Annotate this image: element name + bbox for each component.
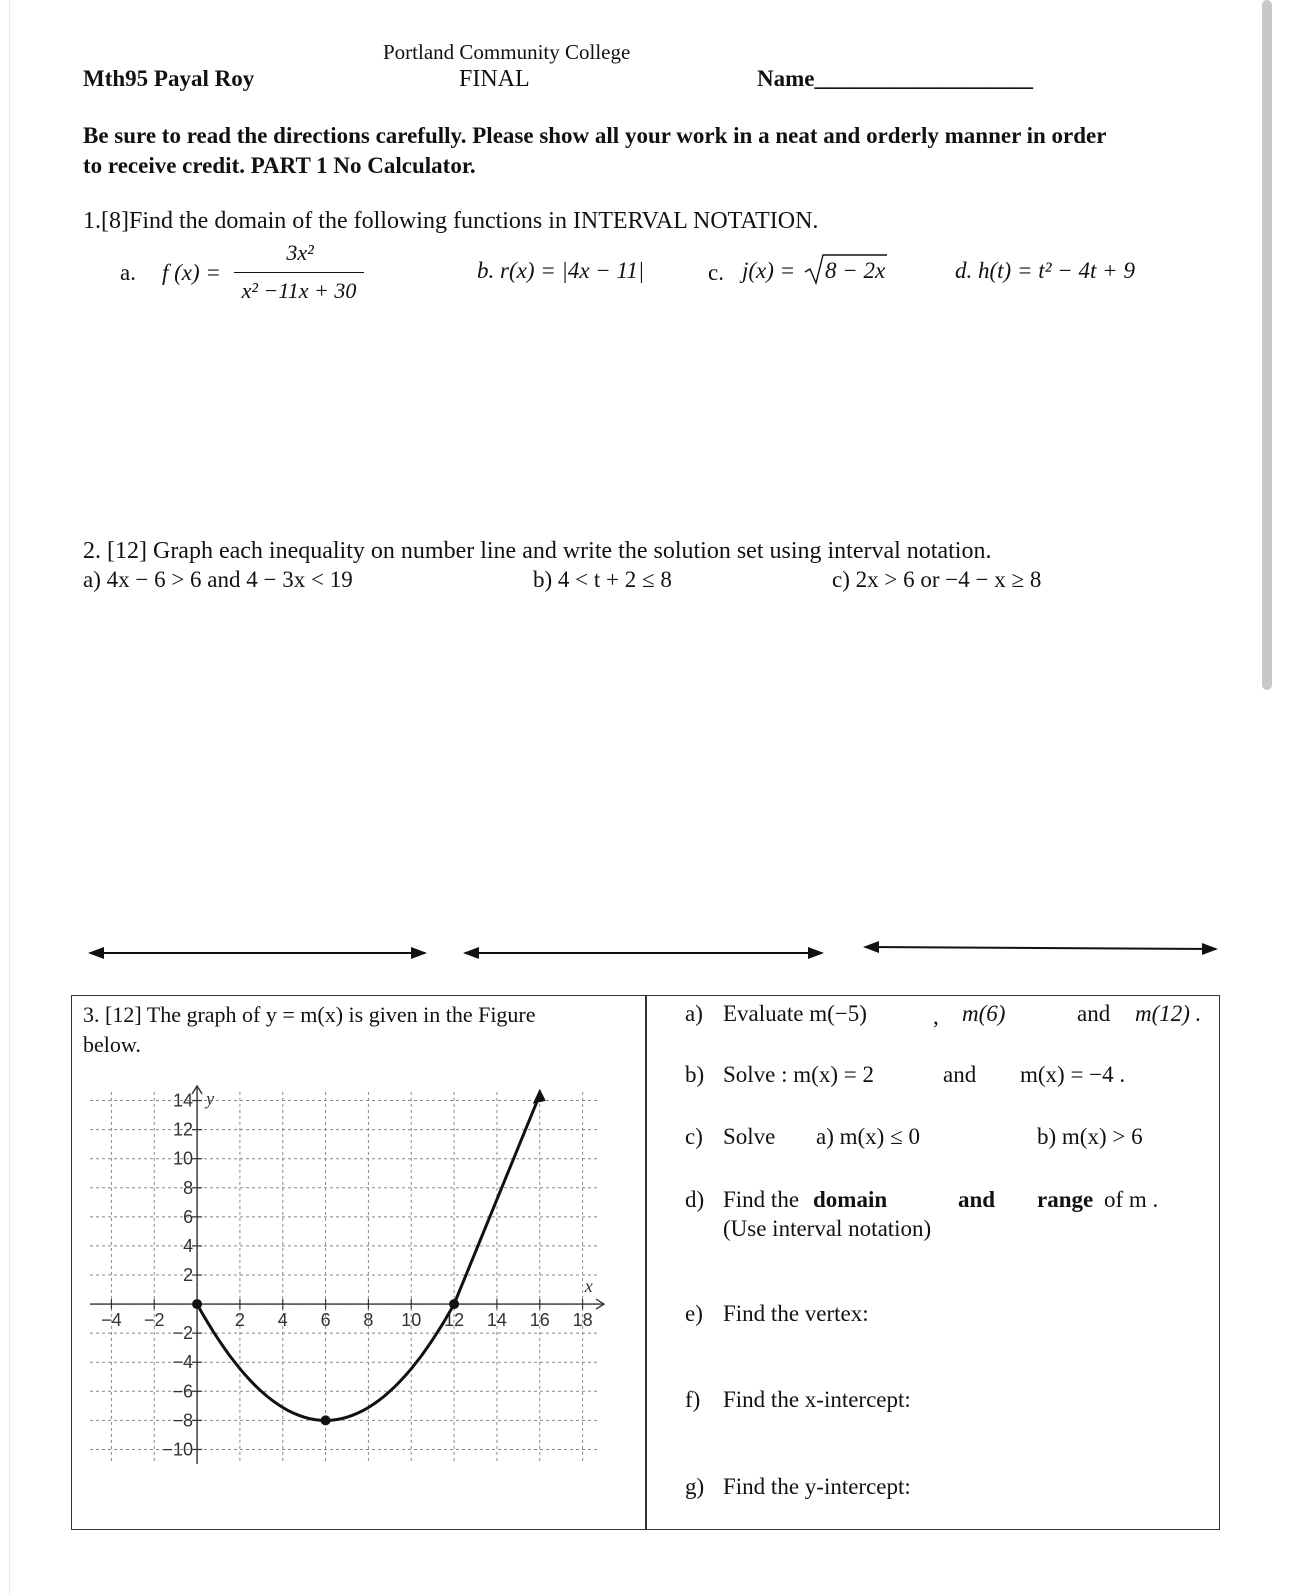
x-tick-label: 8 <box>363 1310 374 1331</box>
x-tick-label: 16 <box>529 1310 550 1331</box>
y-tick-label: 2 <box>183 1265 194 1285</box>
q3c-text: Solve <box>723 1124 776 1149</box>
x-tick-label: −4 <box>101 1310 122 1331</box>
number-line-b[interactable] <box>463 947 824 959</box>
q3a-and: and <box>1077 1001 1111 1026</box>
q3a-m6: m(6) <box>962 1001 1006 1026</box>
directions-line2: to receive credit. PART 1 No Calculator. <box>83 153 476 178</box>
q3f-label: f) <box>685 1387 701 1412</box>
y-tick-label: −6 <box>172 1381 194 1402</box>
q3b-text: Solve : m(x) = 2 <box>723 1062 874 1087</box>
y-axis-label: y <box>206 1088 215 1109</box>
q2b-inequality: b) 4 < t + 2 ≤ 8 <box>533 567 672 592</box>
scrollbar[interactable] <box>1262 0 1272 690</box>
x-tick-label: 18 <box>572 1310 593 1331</box>
y-tick-label: −10 <box>162 1439 194 1460</box>
exam-title: FINAL <box>459 66 530 92</box>
y-tick-label: −8 <box>172 1410 194 1431</box>
q3f-text: Find the x-intercept: <box>723 1387 911 1412</box>
x-tick-label: 6 <box>320 1310 331 1331</box>
number-line-c[interactable] <box>863 941 1218 955</box>
q3d-label: d) <box>685 1187 705 1212</box>
q3g-label: g) <box>685 1474 705 1499</box>
curve-m <box>197 1095 540 1421</box>
q3e-label: e) <box>685 1301 703 1326</box>
q3d-text1: Find the <box>723 1187 800 1212</box>
q3c-part-a: a) m(x) ≤ 0 <box>816 1124 920 1149</box>
x-tick-label: 10 <box>401 1310 422 1331</box>
y-tick-label: 14 <box>173 1090 194 1111</box>
q3-divider <box>645 995 647 1530</box>
graph-m <box>82 1080 622 1470</box>
q1a-fraction-bar <box>234 272 364 273</box>
directions-line1: Be sure to read the directions carefully. Please show all your work in a neat and orderly manner in order <box>83 123 1107 148</box>
q3a-comma: , <box>933 1004 939 1029</box>
y-tick-label: 8 <box>183 1177 194 1198</box>
q3b-second: m(x) = −4 . <box>1020 1062 1126 1087</box>
y-tick-label: −4 <box>172 1352 194 1373</box>
y-tick-label: 12 <box>173 1119 194 1140</box>
x-axis-label: x <box>584 1276 593 1297</box>
q1c-label: c. <box>708 260 724 285</box>
q3d-domain: domain <box>813 1187 888 1212</box>
q3c-part-b: b) m(x) > 6 <box>1037 1124 1143 1149</box>
q2c-inequality: c) 2x > 6 or −4 − x ≥ 8 <box>832 567 1042 592</box>
marked-point <box>449 1299 459 1309</box>
q3-prompt-line2: below. <box>83 1032 141 1057</box>
name-field: Name___________________ <box>757 66 1033 91</box>
q3e-text: Find the vertex: <box>723 1301 869 1326</box>
x-tick-label: 14 <box>486 1310 507 1331</box>
q3d-and: and <box>958 1187 996 1212</box>
number-line-a[interactable] <box>88 947 427 959</box>
q1b-function: b. r(x) = |4x − 11| <box>477 258 645 283</box>
x-tick-label: 2 <box>234 1310 245 1331</box>
q3g-text: Find the y-intercept: <box>723 1474 911 1499</box>
q1a-label: a. <box>120 260 136 285</box>
q3a-label: a) <box>685 1001 703 1026</box>
q3b-label: b) <box>685 1062 705 1087</box>
q1c-lhs: j(x) = <box>742 258 796 283</box>
q1c-radicand: 8 − 2x <box>825 258 886 283</box>
q3d-text2: of m . <box>1104 1187 1159 1212</box>
x-tick-label: −2 <box>143 1310 165 1331</box>
q3c-label: c) <box>685 1124 703 1149</box>
q3-prompt-line1: 3. [12] The graph of y = m(x) is given in the Figure <box>83 1002 536 1027</box>
q3d-line2: (Use interval notation) <box>723 1216 932 1241</box>
y-tick-label: 4 <box>183 1235 194 1256</box>
course-label: Mth95 Payal Roy <box>83 66 255 91</box>
college-name: Portland Community College <box>383 40 631 64</box>
y-tick-label: 6 <box>183 1206 194 1227</box>
q1a-denominator: x² −11x + 30 <box>241 278 357 303</box>
q3a-m12: m(12) . <box>1135 1001 1202 1026</box>
q1a-numerator: 3x² <box>286 240 314 265</box>
number-lines <box>80 935 1230 965</box>
marked-point <box>321 1415 331 1425</box>
q3d-range: range <box>1037 1187 1094 1212</box>
y-tick-label: −2 <box>172 1323 194 1344</box>
x-tick-label: 12 <box>444 1310 465 1331</box>
x-tick-label: 4 <box>277 1310 288 1331</box>
q2-prompt: 2. [12] Graph each inequality on number line and write the solution set using interval notation. <box>83 538 992 564</box>
curve-arrow <box>533 1089 546 1104</box>
y-tick-label: 10 <box>173 1148 194 1169</box>
q1-prompt: 1.[8]Find the domain of the following functions in INTERVAL NOTATION. <box>83 208 819 234</box>
q1a-lhs: f (x) = <box>162 260 221 285</box>
q3b-and: and <box>943 1062 977 1087</box>
q1d-function: d. h(t) = t² − 4t + 9 <box>955 258 1135 283</box>
q3a-text: Evaluate m(−5) <box>723 1001 867 1026</box>
marked-point <box>192 1299 202 1309</box>
q2a-inequality: a) 4x − 6 > 6 and 4 − 3x < 19 <box>83 567 353 592</box>
